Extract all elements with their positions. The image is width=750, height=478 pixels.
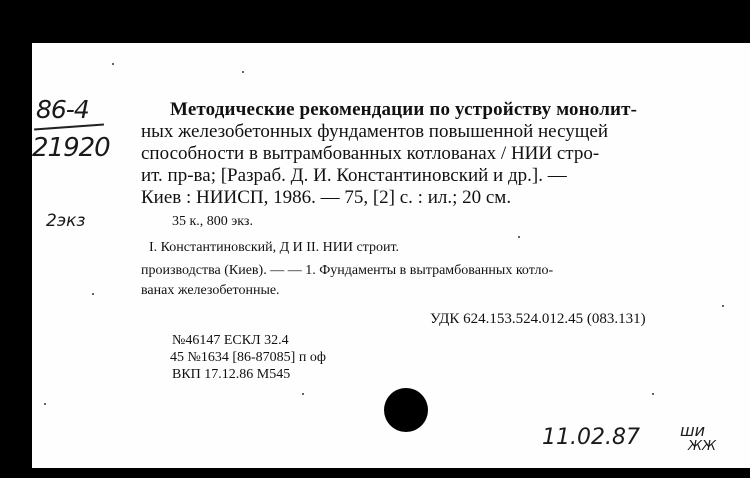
record-id-line-3: ВКП 17.12.86 М545 xyxy=(172,367,291,382)
handwritten-note-left: 2экз xyxy=(46,211,86,231)
paper-speck xyxy=(722,305,724,307)
paper-speck xyxy=(112,63,114,65)
handwritten-number-bottom: 21920 xyxy=(32,133,110,163)
paper-speck xyxy=(44,403,46,405)
paper-speck xyxy=(652,393,654,395)
handwritten-underline xyxy=(34,124,104,131)
title-line-4: ит. пр-ва; [Разраб. Д. И. Константиновский и др.]. — xyxy=(141,165,567,186)
handwritten-number-top: 86-4 xyxy=(36,95,89,124)
paper-speck xyxy=(518,236,520,238)
handwritten-date: 11.02.87 xyxy=(542,425,640,450)
udk-code: УДК 624.153.524.012.45 (083.131) xyxy=(430,311,646,327)
title-line-2: ных железобетонных фундаментов повышенной несущей xyxy=(141,121,609,142)
title-line-1: Методические рекомендации по устройству монолит- xyxy=(170,99,638,120)
record-id-line-2: 45 №1634 [86-87085] п оф xyxy=(170,350,326,365)
handwritten-signature-initials: ЖЖ xyxy=(688,439,717,454)
tracings-line-1: I. Константиновский, Д И II. НИИ строит. xyxy=(149,240,400,255)
punch-hole xyxy=(384,388,428,432)
tracings-line-3: ванах железобетонные. xyxy=(141,283,280,298)
record-id-line-1: №46147 ЕСКЛ 32.4 xyxy=(172,333,289,348)
paper-speck xyxy=(92,293,94,295)
price-and-print-run: 35 к., 800 экз. xyxy=(172,214,253,229)
handwritten-signature: ши xyxy=(680,421,706,440)
paper-speck xyxy=(242,71,244,73)
title-line-5: Киев : НИИСП, 1986. — 75, [2] с. : ил.; 20 см. xyxy=(141,187,512,208)
paper-speck xyxy=(302,393,304,395)
tracings-line-2: производства (Киев). — — 1. Фундаменты в вытрамбованных котло- xyxy=(141,263,554,278)
title-line-3: способности в вытрамбованных котлованах / НИИ стро- xyxy=(141,143,600,164)
catalog-card xyxy=(32,43,750,468)
